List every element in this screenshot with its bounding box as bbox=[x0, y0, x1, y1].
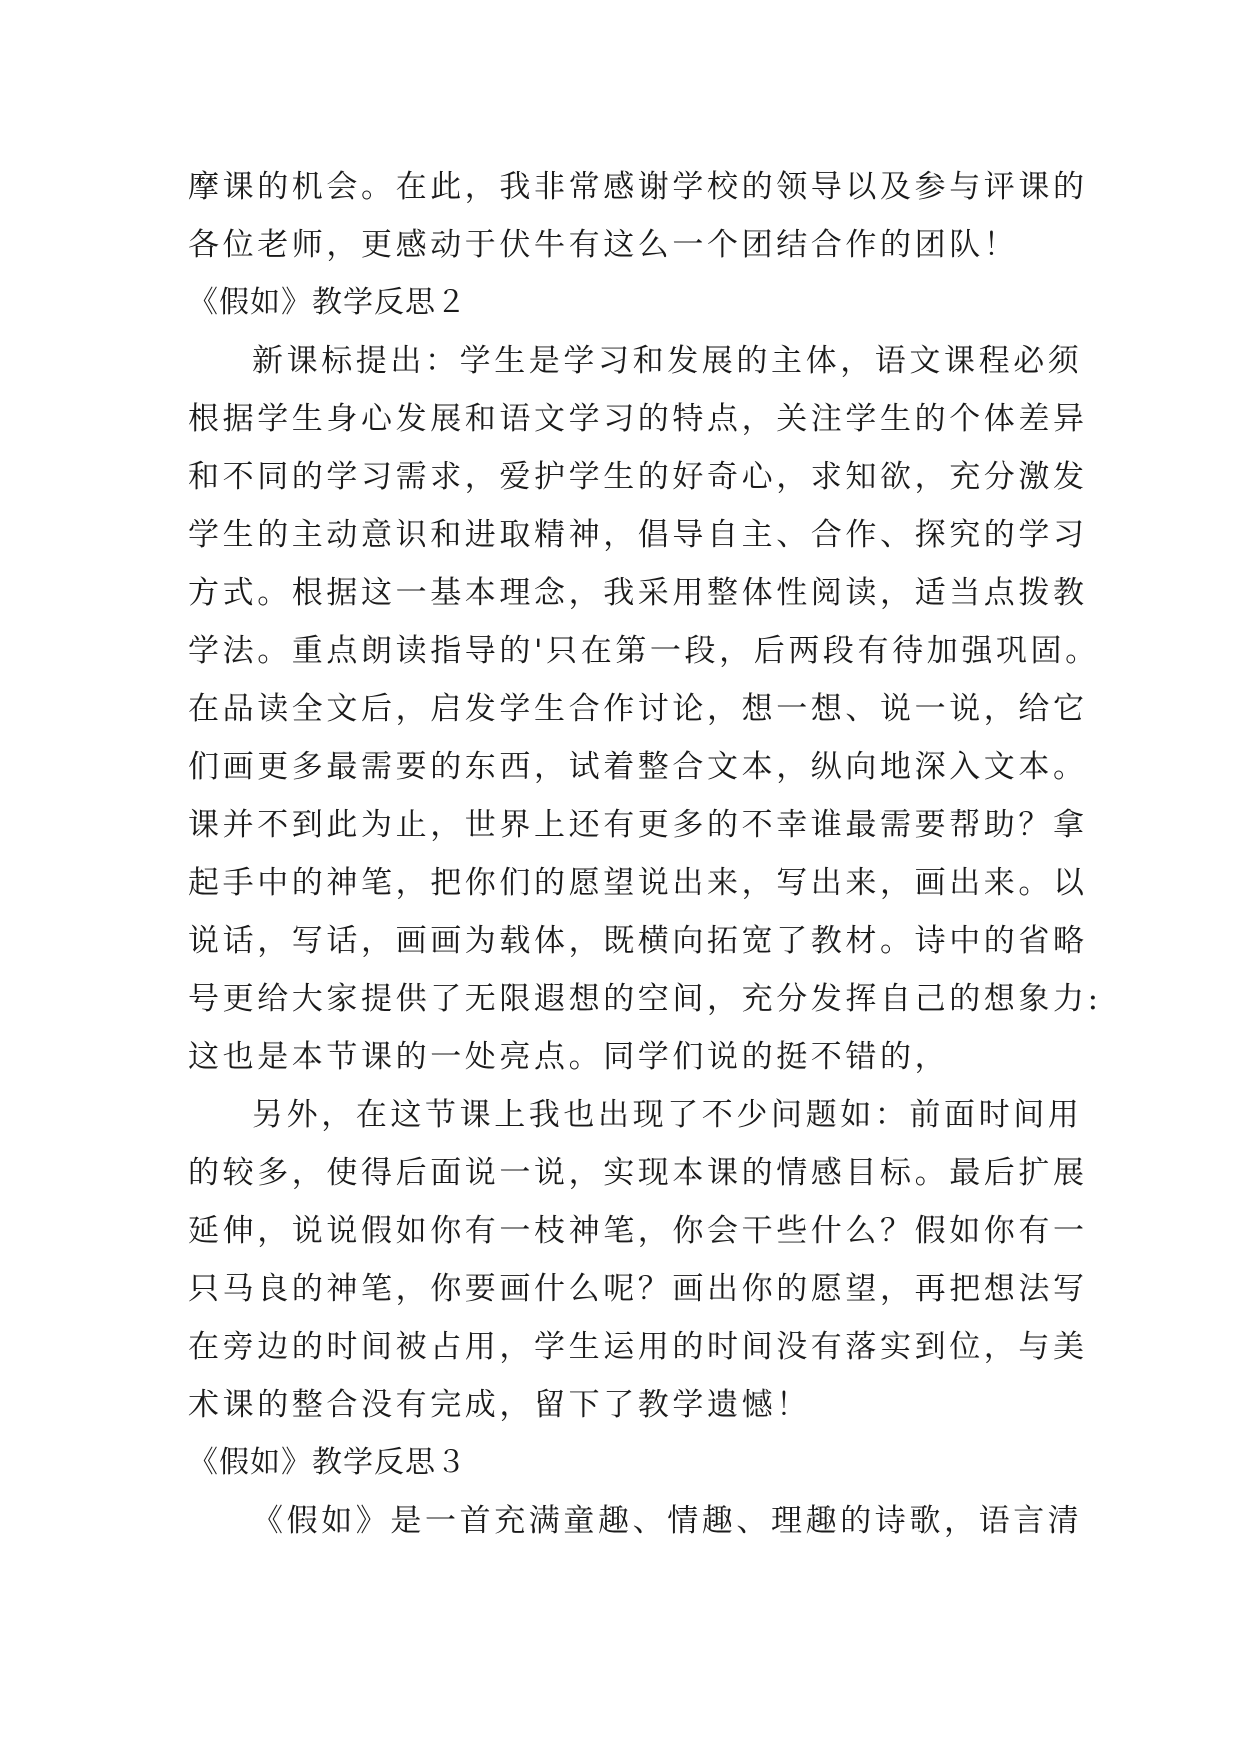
text-line: 在品读全文后，启发学生合作讨论，想一想、说一说，给它 bbox=[188, 691, 1088, 727]
text-line: 的较多，使得后面说一说，实现本课的情感目标。最后扩展 bbox=[188, 1155, 1088, 1191]
section-heading: 《假如》教学反思３ bbox=[188, 1445, 467, 1480]
text-line: 各位老师，更感动于伏牛有这么一个团结合作的团队！ bbox=[188, 227, 1019, 263]
text-line: 术课的整合没有完成，留下了教学遗憾！ bbox=[188, 1387, 811, 1423]
text-line: 根据学生身心发展和语文学习的特点，关注学生的个体差异 bbox=[188, 401, 1088, 437]
paragraph-first-line: 《假如》是一首充满童趣、情趣、理趣的诗歌，语言清 bbox=[252, 1503, 1083, 1539]
paragraph-first-line: 新课标提出：学生是学习和发展的主体，语文课程必须 bbox=[252, 343, 1083, 379]
text-line: 方式。根据这一基本理念，我采用整体性阅读，适当点拨教 bbox=[188, 575, 1088, 611]
text-line: 在旁边的时间被占用，学生运用的时间没有落实到位，与美 bbox=[188, 1329, 1088, 1365]
text-line: 们画更多最需要的东西，试着整合文本，纵向地深入文本。 bbox=[188, 749, 1088, 785]
text-line: 这也是本节课的一处亮点。同学们说的挺不错的， bbox=[188, 1039, 950, 1075]
text-line: 说话，写话，画画为载体，既横向拓宽了教材。诗中的省略 bbox=[188, 923, 1088, 959]
text-line: 起手中的神笔，把你们的愿望说出来，写出来，画出来。以 bbox=[188, 865, 1088, 901]
text-line: 学法。重点朗读指导的'只在第一段，后两段有待加强巩固。 bbox=[188, 633, 1100, 669]
document-body bbox=[188, 158, 1102, 1550]
section-heading: 《假如》教学反思２ bbox=[188, 285, 467, 320]
text-line: 课并不到此为止，世界上还有更多的不幸谁最需要帮助？拿 bbox=[188, 807, 1088, 843]
text-line: 号更给大家提供了无限遐想的空间，充分发挥自己的想象力: bbox=[188, 981, 1102, 1017]
paragraph-first-line: 另外，在这节课上我也出现了不少问题如：前面时间用 bbox=[252, 1097, 1083, 1133]
text-line: 摩课的机会。在此，我非常感谢学校的领导以及参与评课的 bbox=[188, 169, 1088, 205]
text-line: 学生的主动意识和进取精神，倡导自主、合作、探究的学习 bbox=[188, 517, 1088, 553]
text-line: 只马良的神笔，你要画什么呢？画出你的愿望，再把想法写 bbox=[188, 1271, 1088, 1307]
text-line: 和不同的学习需求，爱护学生的好奇心，求知欲，充分激发 bbox=[188, 459, 1088, 495]
text-line: 延伸，说说假如你有一枝神笔，你会干些什么？假如你有一 bbox=[188, 1213, 1088, 1249]
